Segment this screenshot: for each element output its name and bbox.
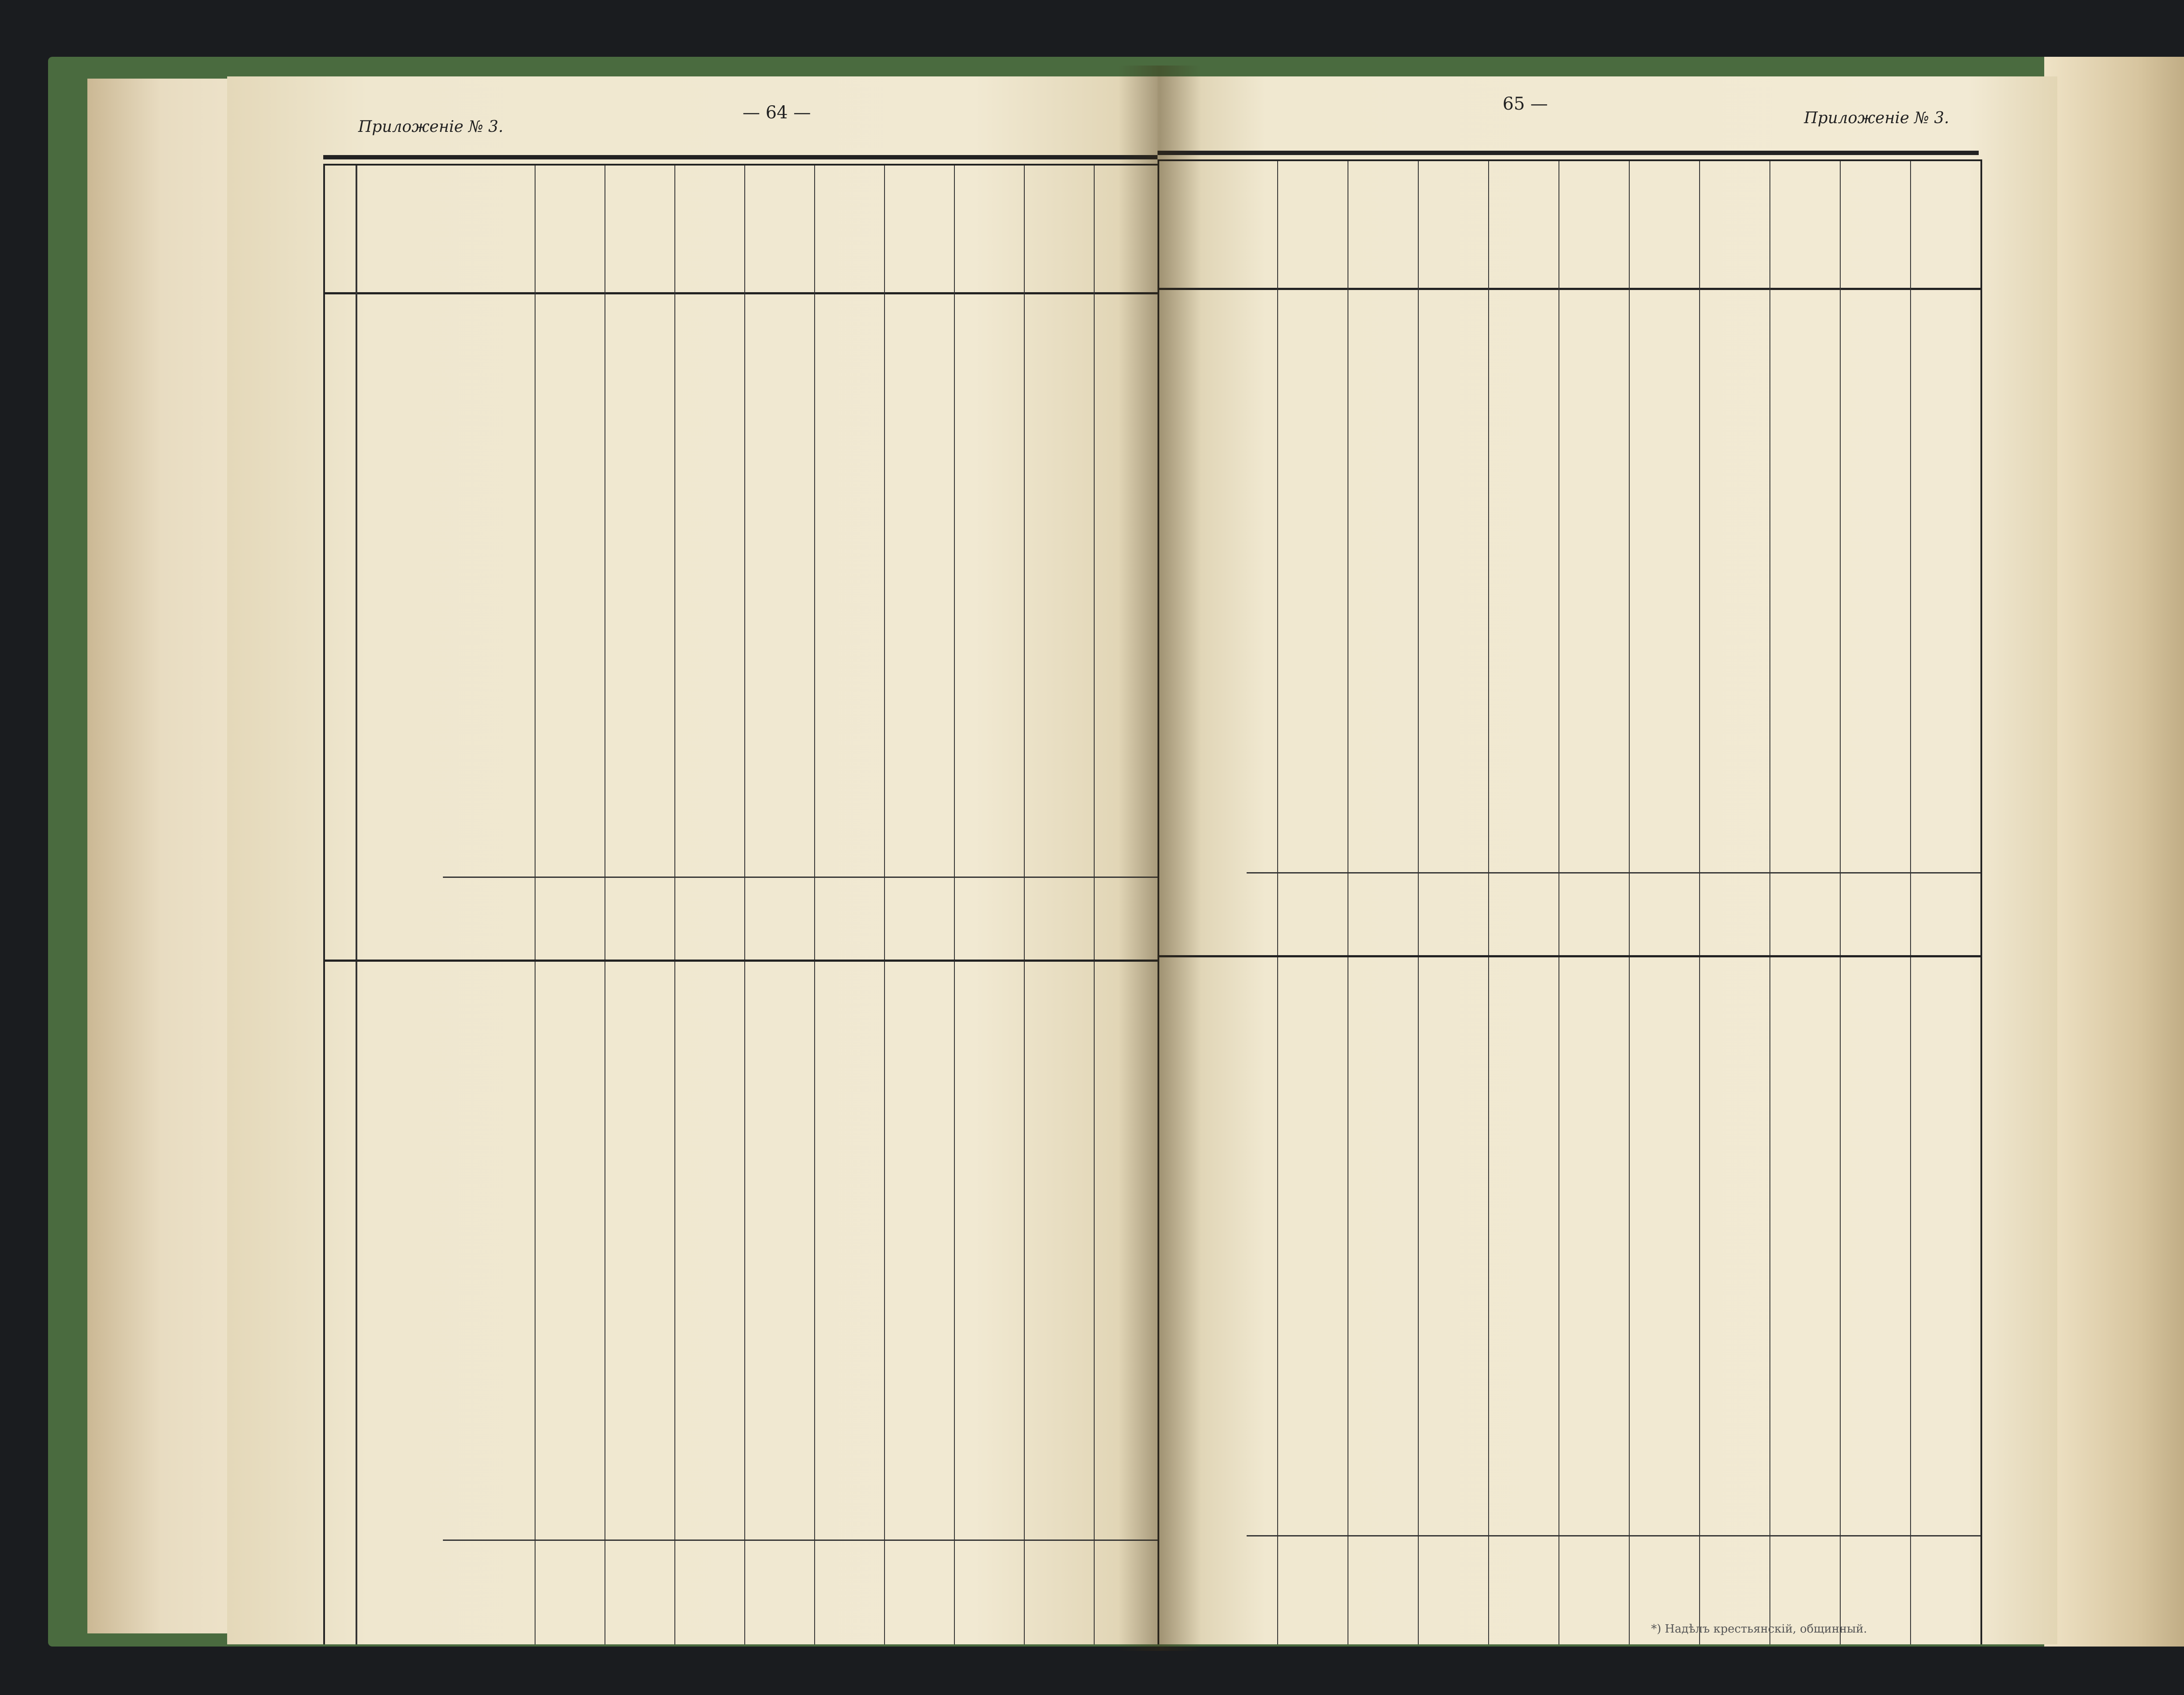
col-head-right-3 — [1492, 166, 1555, 282]
col-divider — [1024, 166, 1025, 1644]
col-divider — [1699, 161, 1700, 1644]
col-head-right-0 — [1281, 166, 1344, 282]
total-rule — [443, 1540, 1162, 1541]
col-divider — [814, 166, 815, 1644]
top-rule-right — [1158, 151, 1979, 155]
footnote: *) Надѣлъ крестьянскій, общинный. — [1651, 1623, 1867, 1636]
col-divider — [1840, 161, 1841, 1644]
col-divider — [1277, 161, 1278, 1644]
col-head-right-4 — [1562, 166, 1625, 282]
total-rule — [443, 877, 1162, 878]
col-divider — [954, 166, 955, 1644]
col-head-num — [328, 170, 352, 288]
col-head-left-0 — [538, 171, 601, 287]
table-right — [1158, 159, 1982, 1644]
col-divider — [1910, 161, 1911, 1644]
total-rule — [1247, 1535, 1980, 1536]
col-divider — [1769, 161, 1770, 1644]
header-rule — [1159, 288, 1980, 290]
col-head-right-7 — [1773, 166, 1836, 282]
col-divider — [356, 166, 357, 1644]
table-left — [323, 164, 1162, 1644]
book-gutter — [1118, 66, 1201, 1651]
col-head-left-4 — [818, 171, 881, 287]
col-head-right-6 — [1703, 166, 1766, 282]
col-divider — [1094, 166, 1095, 1644]
col-head-right-1 — [1351, 166, 1414, 282]
page-number-right: 65 — — [1503, 94, 1548, 114]
page-right — [1158, 76, 2057, 1644]
running-head-left: Приложеніе № 3. — [358, 118, 504, 136]
col-divider — [1629, 161, 1630, 1644]
col-head-left-6 — [957, 171, 1020, 287]
block-divider — [1159, 955, 1980, 957]
col-divider — [1488, 161, 1489, 1644]
running-head-right: Приложеніе № 3. — [1804, 109, 1949, 127]
total-rule — [1247, 872, 1980, 873]
block-divider — [325, 960, 1162, 962]
col-divider — [744, 166, 745, 1644]
col-head-right-8 — [1843, 166, 1907, 282]
header-rule — [325, 292, 1162, 294]
page-edges-right — [2044, 57, 2184, 1647]
col-head-right-2 — [1421, 166, 1485, 282]
top-rule-left — [323, 155, 1162, 159]
col-divider — [674, 166, 675, 1644]
col-head-left-2 — [678, 171, 741, 287]
page-left — [227, 76, 1162, 1644]
col-divider — [535, 166, 536, 1644]
col-head-right-5 — [1632, 166, 1696, 282]
page-number-left: — 64 — — [743, 103, 811, 123]
col-head-left-7 — [1027, 171, 1090, 287]
col-head-left-1 — [608, 171, 671, 287]
col-divider — [1418, 161, 1419, 1644]
col-head-left-3 — [748, 171, 811, 287]
col-head-right-9 — [1914, 166, 1977, 282]
col-head-left-5 — [888, 171, 950, 287]
col-divider — [884, 166, 885, 1644]
